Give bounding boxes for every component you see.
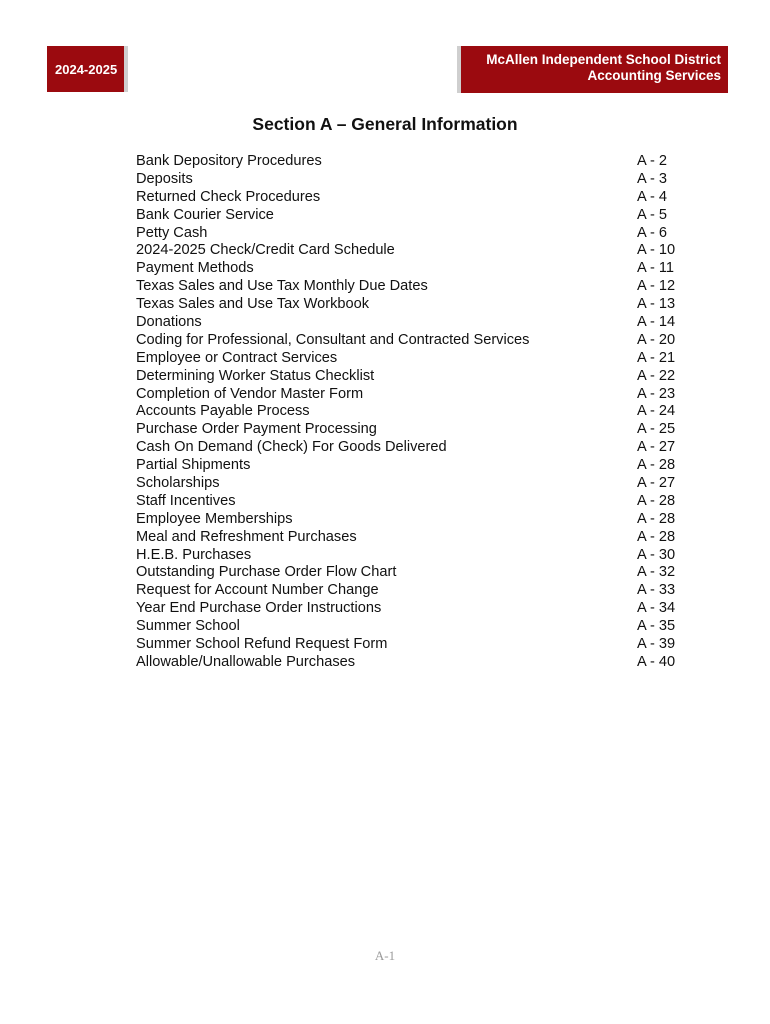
toc-entry (136, 225, 681, 243)
toc-entry (136, 511, 681, 529)
toc-entry (136, 618, 681, 636)
toc-entry-label: Cash On Demand (Check) For Goods Delivered (136, 439, 447, 456)
toc-entry-page: A - 5 (637, 206, 668, 223)
toc-entry (136, 403, 681, 421)
toc-entry-page: A - 12 (637, 278, 676, 295)
toc-entry (136, 189, 681, 207)
toc-entry-page: A - 28 (637, 492, 676, 509)
toc-entry-label: Bank Depository Procedures (136, 153, 322, 169)
toc-entry-label: Outstanding Purchase Order Flow Chart (136, 564, 397, 581)
toc-entry-label: Petty Cash (136, 224, 208, 241)
toc-entry-label: Allowable/Unallowable Purchases (136, 653, 356, 670)
toc-entry-page: A - 23 (637, 385, 676, 402)
toc-entry (136, 475, 681, 493)
toc-entry (136, 260, 681, 278)
toc-entry-label: Bank Courier Service (136, 206, 274, 223)
toc-entry (136, 564, 681, 582)
toc-entry-page: A - 27 (637, 475, 676, 492)
toc-entry-page: A - 4 (637, 188, 668, 205)
toc-entry-page: A - 30 (637, 546, 676, 563)
toc-entry-label: Completion of Vendor Master Form (136, 385, 364, 402)
toc-entry-label: Partial Shipments (136, 457, 251, 474)
toc-entry-page: A - 6 (637, 224, 668, 241)
toc-entry-label: Employee Memberships (136, 510, 293, 527)
toc-entry-page: A - 28 (637, 457, 676, 474)
toc-entry (136, 636, 681, 654)
toc-entry (136, 350, 681, 368)
toc-entry-page: A - 35 (637, 618, 676, 635)
district-banner (457, 46, 728, 93)
toc-entry-label: Scholarships (136, 475, 220, 492)
toc-entry-label: Year End Purchase Order Instructions (136, 600, 382, 617)
toc-entry (136, 547, 681, 565)
toc-entry (136, 368, 681, 386)
toc-entry-page: A - 33 (637, 582, 676, 599)
toc-entry-label: Accounts Payable Process (136, 403, 310, 420)
toc-entry-page: A - 25 (637, 421, 676, 438)
toc-entry-label: Payment Methods (136, 260, 254, 277)
toc-entry-page: A - 22 (637, 367, 676, 384)
toc-entry-label: Request for Account Number Change (136, 582, 379, 599)
toc-entry-page: A - 20 (637, 331, 676, 348)
toc-entry-page: A - 10 (637, 242, 676, 259)
toc-entry-label: Purchase Order Payment Processing (136, 421, 377, 438)
toc-entry-label: Summer School (136, 618, 240, 635)
toc-entry (136, 278, 681, 296)
toc-entry (136, 582, 681, 600)
toc-entry-page: A - 28 (637, 510, 676, 527)
toc-entry-page: A - 13 (637, 296, 676, 313)
toc-entry-label: Donations (136, 314, 202, 331)
toc-entry-label: Returned Check Procedures (136, 188, 321, 205)
toc-entry (136, 332, 681, 350)
toc-entry-page: A - 14 (637, 314, 676, 331)
toc-entry (136, 421, 681, 439)
toc-entry-page: A - 21 (637, 349, 676, 366)
toc-entry-label: Deposits (136, 170, 193, 187)
toc-entry-page: A - 3 (637, 170, 668, 187)
toc-entry-label: Meal and Refreshment Purchases (136, 528, 357, 545)
page-number: A-1 (374, 948, 396, 963)
toc-entry (136, 171, 681, 189)
toc-entry (136, 242, 681, 260)
toc-entry-label: Texas Sales and Use Tax Monthly Due Dates (136, 278, 428, 295)
toc-entry-label: Determining Worker Status Checklist (136, 367, 375, 384)
year-label: 2024-2025 (55, 61, 118, 77)
district-name: McAllen Independent School District (486, 52, 721, 67)
toc-entry-label: 2024-2025 Check/Credit Card Schedule (136, 242, 395, 259)
toc-entry-label: Texas Sales and Use Tax Workbook (136, 296, 370, 313)
toc-entry (136, 654, 681, 672)
section-title: Section A – General Information (252, 114, 518, 134)
toc-entry (136, 314, 681, 332)
department-name: Accounting Services (587, 68, 721, 83)
toc-entry-page: A - 32 (637, 564, 676, 581)
toc-entry (136, 493, 681, 511)
table-of-contents (136, 153, 681, 672)
toc-entry (136, 296, 681, 314)
toc-entry-page: A - 28 (637, 528, 676, 545)
toc-entry (136, 600, 681, 618)
toc-entry-label: Staff Incentives (136, 492, 236, 509)
toc-entry (136, 207, 681, 225)
toc-entry (136, 153, 681, 171)
toc-entry-label: Summer School Refund Request Form (136, 636, 388, 653)
toc-entry-page: A - 40 (637, 653, 676, 670)
toc-entry-page: A - 34 (637, 600, 676, 617)
toc-entry-page: A - 39 (637, 636, 676, 653)
toc-entry-label: Employee or Contract Services (136, 349, 338, 366)
toc-entry (136, 439, 681, 457)
toc-entry-page: A - 24 (637, 403, 676, 420)
year-badge (47, 46, 128, 92)
toc-entry (136, 386, 681, 404)
toc-entry-page: A - 11 (637, 260, 675, 277)
toc-entry (136, 457, 681, 475)
toc-entry-page: A - 27 (637, 439, 676, 456)
toc-entry-label: Coding for Professional, Consultant and Contracted Services (136, 331, 530, 348)
toc-entry (136, 529, 681, 547)
toc-entry-page: A - 2 (637, 153, 668, 169)
toc-entry-label: H.E.B. Purchases (136, 546, 252, 563)
